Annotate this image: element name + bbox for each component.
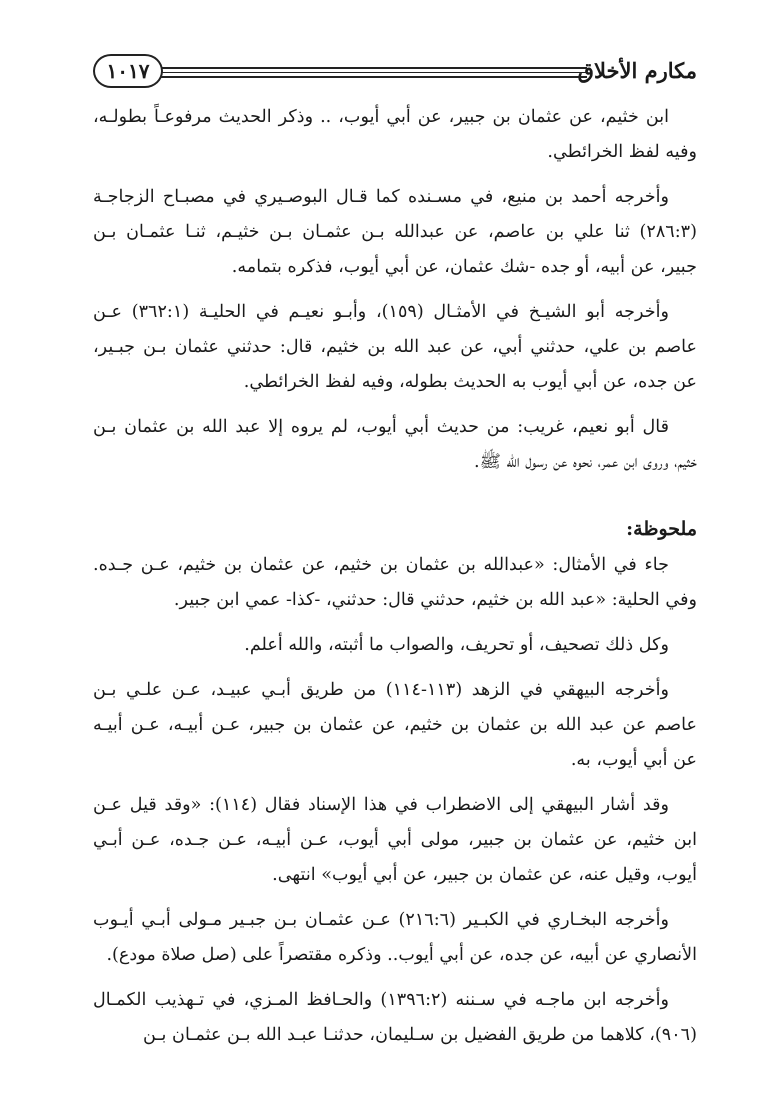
text-line: ابن خثيم، عن عثمان بن جبير، عن أبي أيوب، .. وذكر الحديث مرفوعـاً بطولـه،: [93, 107, 669, 127]
text-line: وقد أشار البيهقي إلى الاضطراب في هذا الإسناد فقال (١١٤): «وقد قيل عـن: [93, 795, 669, 815]
text-line: الأنصاري عن أبيه، عن جده، عن أبي أيوب.. وذكره مقتصراً على (صل صلاة مودع).: [106, 945, 697, 965]
page-number: ١٠١٧: [93, 54, 163, 88]
text-line: وأخرجه ابن ماجـه في سـننه (١٣٩٦:٢) والحـافظ المـزي، في تـهذيب الكمـال: [93, 990, 669, 1010]
text-line: وأخرجه البيهقي في الزهد (١١٣-١١٤) من طريق أبـي عبيـد، عـن علـي بـن: [93, 680, 669, 700]
page-body: [93, 100, 697, 1053]
text-line: خثيم، وروى ابن عمر، نحوه عن رسول الله ﷺ.: [474, 452, 697, 472]
text-line: وكل ذلك تصحيف، أو تحريف، والصواب ما أثبته، والله أعلم.: [244, 635, 669, 655]
text-line: وأخرجه أحمد بن منيع، في مسـنده كما قـال البوصـيري في مصبـاح الزجاجـة: [93, 187, 669, 207]
text-line: وفيه لفظ الخرائطي.: [547, 142, 697, 162]
text-line: جاء في الأمثال: «عبدالله بن عثمان بن خثيم، عن عثمان بن خثيم، عـن جـده.: [93, 555, 669, 575]
text-line: عاصم بن علي، حدثني أبي، عن عبد الله بن خثيم، قال: حدثني عثمان بـن جبـير،: [93, 337, 697, 357]
text-line: (٩٠٦)، كلاهما من طريق الفضيل بن سـليمان، حدثنـا عبـد الله بـن عثمـان بـن: [143, 1025, 697, 1045]
text-line: عاصم عن عبد الله بن عثمان بن خثيم، عن عثمان بن جبير، عـن أبيـه، عـن أبيـه: [93, 715, 697, 735]
header-rule: [159, 67, 587, 69]
text-line: أيوب، وقيل عنه، عن عثمان بن جبير، عن أبي أيوب» انتهى.: [272, 865, 697, 885]
text-line: وأخرجه البخـاري في الكبـير (٢١٦:٦) عـن عثمـان بـن جبـير مـولى أبـي أيـوب: [93, 910, 669, 930]
text-line: جبير، عن أبيه، أو جده -شك عثمان، عن أبي أيوب، فذكره بتمامه.: [231, 257, 697, 277]
header-rule: [159, 72, 587, 73]
note-heading: ملحوظة:: [626, 518, 697, 540]
text-line: وفي الحلية: «عبد الله بن خثيم، حدثني قال: حدثني، -كذا- عمي ابن جبير.: [173, 590, 697, 610]
text-line: وأخرجه أبو الشيـخ في الأمثـال (١٥٩)، وأبـو نعيـم في الحليـة (٣٦٢:١) عـن: [93, 302, 669, 322]
book-title: مكارم الأخلاق: [577, 58, 697, 83]
text-line: عن أبي أيوب، به.: [570, 750, 697, 770]
text-line: (٢٨٦:٣) ثنا علي بن عاصم، عن عبدالله بـن عثمـان بـن خثيـم، ثنـا عثمـان بـن: [93, 222, 697, 242]
text-line: عن جده، عن أبي أيوب به الحديث بطوله، وفيه لفظ الخرائطي.: [243, 372, 697, 392]
text-line: قال أبو نعيم، غريب: من حديث أبي أيوب، لم يروه إلا عبد الله بن عثمان بـن: [93, 417, 669, 437]
header-rule: [159, 76, 587, 78]
page-header: [93, 54, 697, 94]
text-line: ابن خثيم، عن عثمان بن جبير، مولى أبي أيوب، عـن أبيـه، عـن جـده، عـن أبـي: [93, 830, 697, 850]
